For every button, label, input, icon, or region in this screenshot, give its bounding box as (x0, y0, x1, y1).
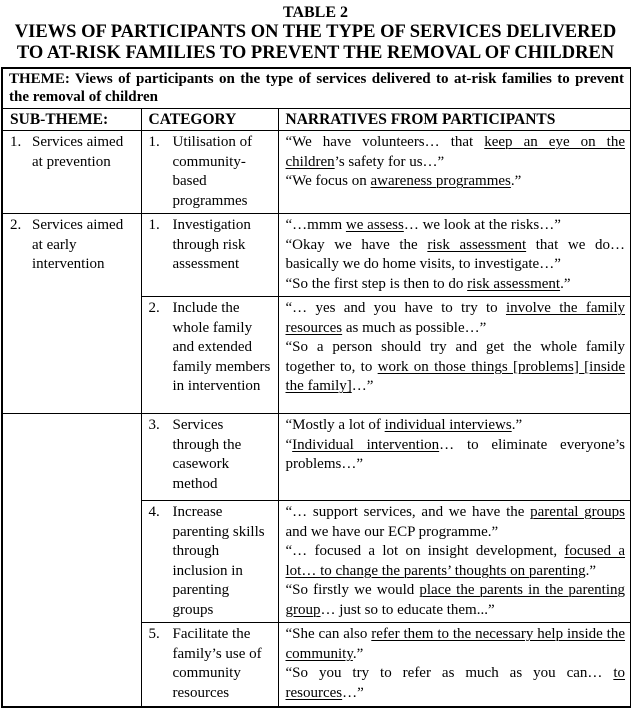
category-cell (141, 214, 278, 297)
category-text: Investigation through risk assessment (172, 217, 251, 272)
category-number: 5. (148, 626, 160, 642)
narrative-quote: “… yes and you have to try to involve the family resources as much as possible…” (285, 300, 626, 336)
subtheme-cell (2, 214, 141, 414)
subtheme-text: Services aimed at prevention (32, 134, 124, 170)
subtheme-number: 1. (10, 134, 22, 150)
document-header (0, 0, 631, 64)
narrative-quote: “So a person should try and get the whole family together to, to work on those things [problems] [inside the family]…” (285, 339, 626, 394)
themes-table (1, 67, 631, 708)
table-row (2, 414, 631, 501)
category-number: 3. (148, 417, 160, 433)
narratives-cell (278, 501, 631, 623)
narrative-quote: “Okay we have the risk assessment that we do… basically we do home visits, to investigate…” (285, 236, 626, 272)
category-text: Include the whole family and extended family members in intervention (172, 300, 271, 394)
narrative-quote: “So the first step is then to do risk assessment.” (285, 275, 571, 292)
subtheme-text: Services aimed at early intervention (32, 217, 124, 272)
table-row (2, 214, 631, 297)
narrative-quote: “She can also refer them to the necessary help inside the community.” (285, 626, 626, 662)
category-number: 2. (148, 300, 160, 316)
narratives-cell (278, 214, 631, 297)
table-row (2, 131, 631, 214)
header-row (2, 109, 631, 131)
table-title: VIEWS OF PARTICIPANTS ON THE TYPE OF SERVICES DELIVERED TO AT-RISK FAMILIES TO PREVENT THE REMOVAL OF CHILDREN (14, 22, 617, 63)
category-cell (141, 297, 278, 414)
category-cell (141, 501, 278, 623)
category-text: Services through the casework method (172, 417, 242, 492)
narrative-quote: “So firstly we would place the parents in the parenting group… just so to educate them...” (285, 582, 626, 618)
narrative-quote: “Mostly a lot of individual interviews.” (285, 417, 523, 433)
category-number: 4. (148, 504, 160, 520)
subtheme-cell (2, 131, 141, 214)
narratives-cell (278, 131, 631, 214)
theme-row (2, 68, 631, 109)
narrative-quote: “We focus on awareness programmes.” (285, 173, 522, 189)
narrative-quote: “So you try to refer as much as you can… to resources…” (285, 665, 626, 701)
category-cell (141, 414, 278, 501)
category-cell (141, 131, 278, 214)
narrative-quote: “We have volunteers… that keep an eye on the children’s safety for us…” (285, 134, 626, 170)
category-text: Increase parenting skills through inclusion in parenting groups (172, 504, 265, 618)
category-text: Utilisation of community-based programmes (172, 134, 253, 209)
narratives-cell (278, 414, 631, 501)
header-subtheme: SUB-THEME: (2, 109, 141, 131)
theme-cell: THEME: Views of participants on the type of services delivered to at-risk families to prevent the removal of children (2, 68, 631, 109)
narrative-quote: “Individual intervention… to eliminate everyone’s problems…” (285, 436, 626, 472)
subtheme-cell-empty (2, 414, 141, 707)
subtheme-number: 2. (10, 217, 22, 233)
narratives-cell (278, 623, 631, 707)
category-number: 1. (148, 217, 160, 233)
narratives-cell (278, 297, 631, 414)
narrative-quote: “…mmm we assess… we look at the risks…” (285, 217, 561, 233)
category-cell (141, 623, 278, 707)
narrative-quote: “… focused a lot on insight development, focused a lot… to change the parents’ thoughts on parenting.” (285, 543, 626, 579)
category-text: Facilitate the family’s use of community resources (172, 626, 262, 701)
category-number: 1. (148, 134, 160, 150)
table-number-label: TABLE 2 (282, 4, 349, 21)
header-narratives: NARRATIVES FROM PARTICIPANTS (278, 109, 631, 131)
narrative-quote: “… support services, and we have the parental groups and we have our ECP programme.” (285, 504, 626, 540)
header-category: CATEGORY (141, 109, 278, 131)
